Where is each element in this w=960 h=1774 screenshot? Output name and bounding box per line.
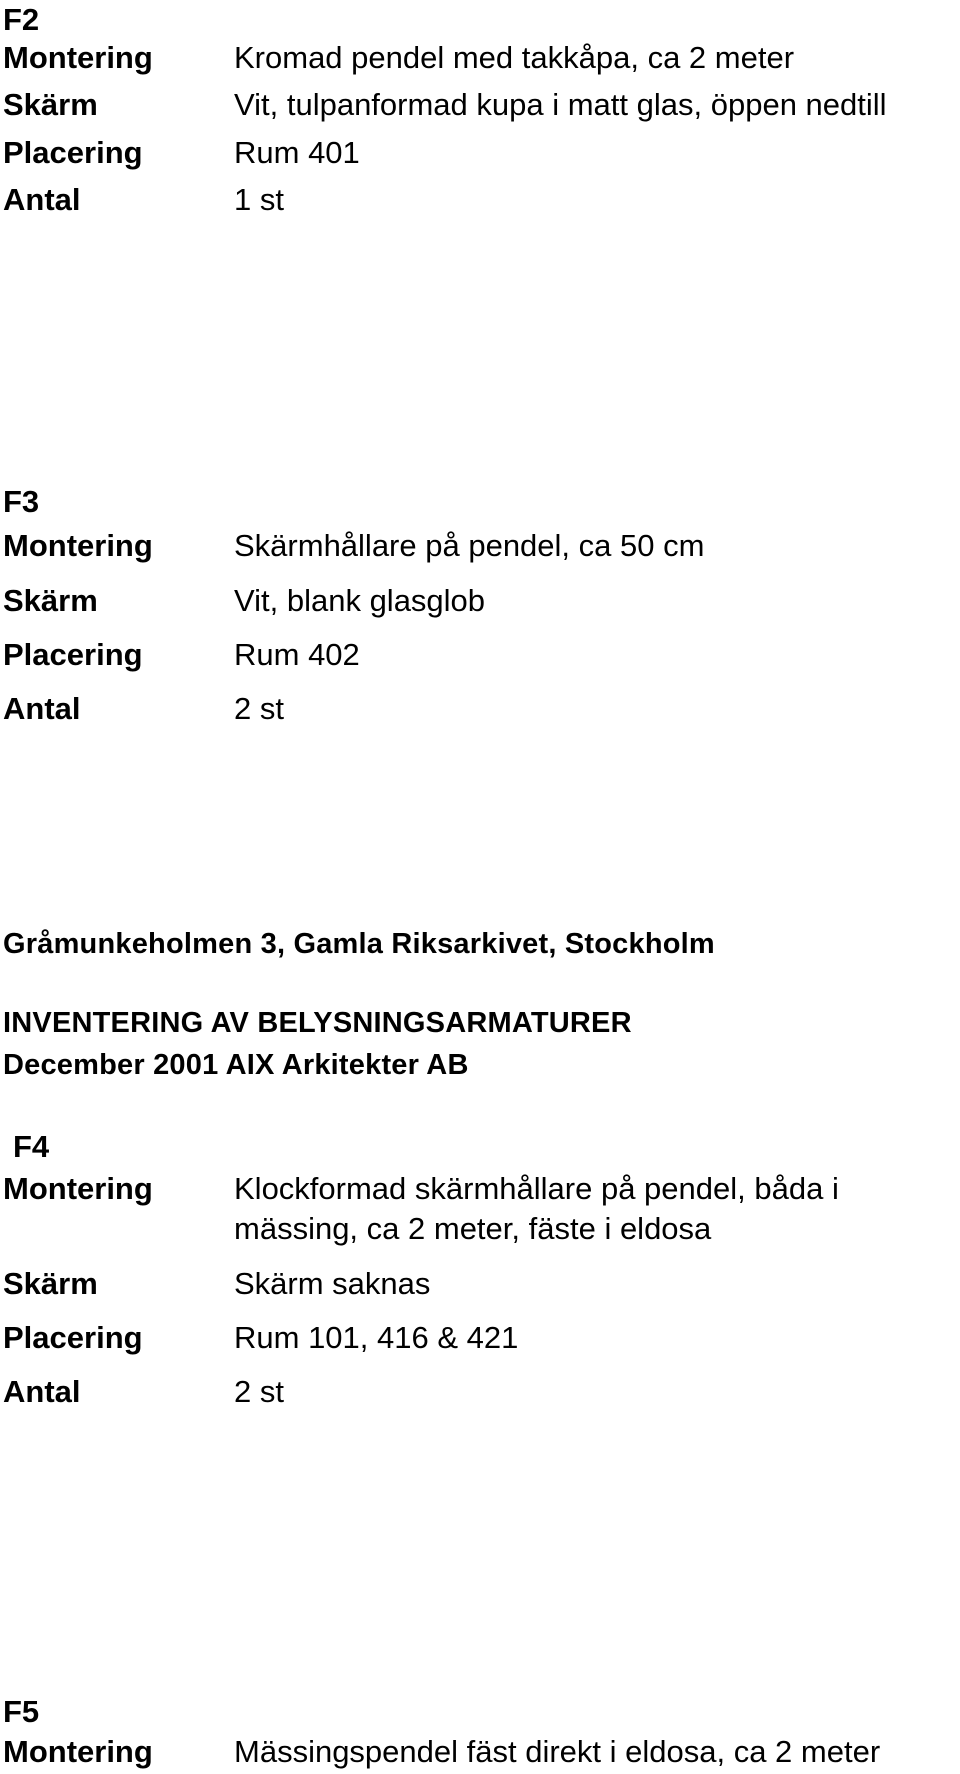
label-montering: Montering [3, 1171, 153, 1206]
label-montering: Montering [3, 40, 153, 75]
value-placering: Rum 402 [234, 637, 360, 672]
label-placering: Placering [3, 637, 143, 672]
value-montering-line2: mässing, ca 2 meter, fäste i eldosa [234, 1211, 712, 1246]
entry-code-f2: F2 [3, 2, 40, 37]
document-title: INVENTERING AV BELYSNINGSARMATURER [3, 1007, 632, 1039]
label-montering: Montering [3, 528, 153, 563]
date-author: December 2001 AIX Arkitekter AB [3, 1049, 469, 1081]
value-skarm: Vit, tulpanformad kupa i matt glas, öppen nedtill [234, 87, 887, 122]
value-montering: Mässingspendel fäst direkt i eldosa, ca 2 meter [234, 1734, 881, 1769]
label-antal: Antal [3, 182, 81, 217]
label-antal: Antal [3, 691, 81, 726]
label-placering: Placering [3, 1320, 143, 1355]
value-montering-line1: Klockformad skärmhållare på pendel, båda i [234, 1171, 839, 1206]
value-montering: Skärmhållare på pendel, ca 50 cm [234, 528, 705, 563]
label-antal: Antal [3, 1374, 81, 1409]
value-montering: Kromad pendel med takkåpa, ca 2 meter [234, 40, 795, 75]
label-skarm: Skärm [3, 583, 98, 618]
entry-code-f3: F3 [3, 484, 40, 519]
location-heading: Gråmunkeholmen 3, Gamla Riksarkivet, Stockholm [3, 928, 715, 960]
value-skarm: Vit, blank glasglob [234, 583, 486, 618]
label-skarm: Skärm [3, 87, 98, 122]
label-placering: Placering [3, 135, 143, 170]
value-placering: Rum 401 [234, 135, 360, 170]
value-placering: Rum 101, 416 & 421 [234, 1320, 519, 1355]
value-antal: 2 st [234, 1374, 284, 1409]
value-skarm: Skärm saknas [234, 1266, 431, 1301]
entry-code-f5: F5 [3, 1694, 40, 1729]
label-montering: Montering [3, 1734, 153, 1769]
value-antal: 2 st [234, 691, 284, 726]
entry-code-f4: F4 [13, 1129, 50, 1164]
label-skarm: Skärm [3, 1266, 98, 1301]
value-antal: 1 st [234, 182, 284, 217]
